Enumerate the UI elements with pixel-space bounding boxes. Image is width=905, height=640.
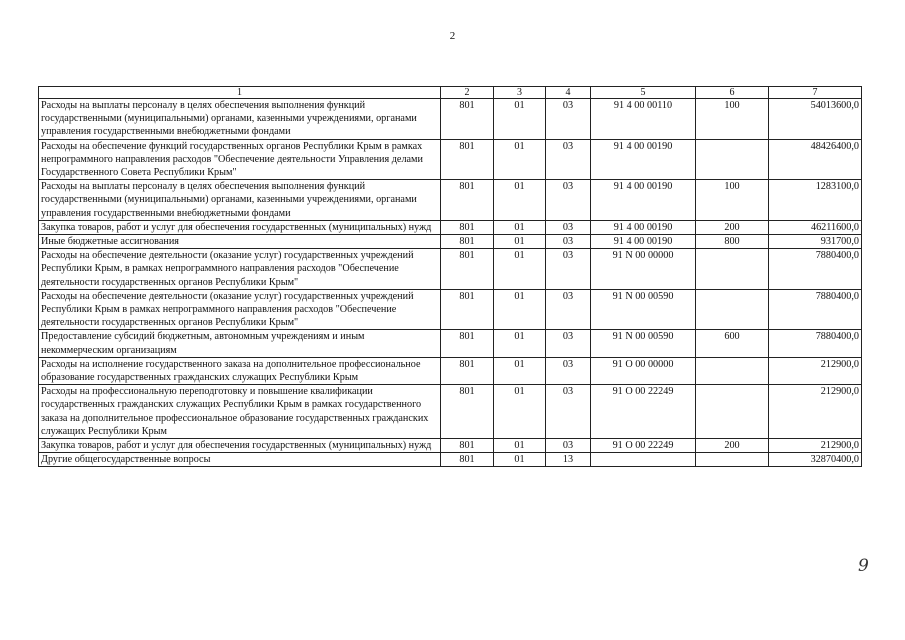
cell-ministry-code: 801	[441, 249, 494, 290]
table-row	[39, 439, 862, 453]
row-description: Закупка товаров, работ и услуг для обеспечения государственных (муниципальных) нужд	[39, 220, 441, 234]
column-header: 4	[546, 87, 591, 99]
cell-ministry-code: 801	[441, 180, 494, 221]
cell-expense-type	[696, 357, 769, 384]
row-description: Расходы на выплаты персоналу в целях обеспечения выполнения функций государственными (муниципальными) органами, казенными учреждениями, органами управления государственными внебюджетными фондами	[39, 99, 441, 140]
cell-target-article	[591, 453, 696, 467]
cell-target-article: 91 4 00 00190	[591, 220, 696, 234]
cell-subsection: 03	[546, 99, 591, 140]
column-header: 3	[494, 87, 546, 99]
row-description: Расходы на профессиональную переподготовку и повышение квалификации государственных гражданских служащих Республики Крым в рамках государственного заказа на дополнительное профессиональное образование государственных гражданских служащих Республики Крым	[39, 385, 441, 439]
cell-section: 01	[494, 139, 546, 180]
cell-subsection: 03	[546, 385, 591, 439]
cell-section: 01	[494, 289, 546, 330]
cell-section: 01	[494, 330, 546, 357]
cell-expense-type: 100	[696, 180, 769, 221]
row-description: Иные бюджетные ассигнования	[39, 235, 441, 249]
cell-section: 01	[494, 439, 546, 453]
cell-amount: 931700,0	[769, 235, 862, 249]
table-row	[39, 249, 862, 290]
cell-target-article: 91 N 00 00590	[591, 289, 696, 330]
row-description: Расходы на исполнение государственного заказа на дополнительное профессиональное образование государственных гражданских служащих Республики Крым	[39, 357, 441, 384]
table-row	[39, 385, 862, 439]
row-description: Закупка товаров, работ и услуг для обеспечения государственных (муниципальных) нужд	[39, 439, 441, 453]
row-description: Расходы на обеспечение деятельности (оказание услуг) государственных учреждений Республики Крым, в рамках непрограммного направления расходов "Обеспечение деятельности государственных органов Республики Крым"	[39, 249, 441, 290]
cell-target-article: 91 4 00 00190	[591, 180, 696, 221]
table-row	[39, 235, 862, 249]
cell-ministry-code: 801	[441, 235, 494, 249]
cell-amount: 212900,0	[769, 439, 862, 453]
cell-expense-type: 800	[696, 235, 769, 249]
cell-amount: 212900,0	[769, 357, 862, 384]
row-description: Расходы на обеспечение деятельности (оказание услуг) государственных учреждений Республики Крым в рамках непрограммного направления расходов "Обеспечение деятельности государственных органов Республики Крым"	[39, 289, 441, 330]
cell-expense-type: 600	[696, 330, 769, 357]
table-row	[39, 330, 862, 357]
column-header: 6	[696, 87, 769, 99]
table-row	[39, 357, 862, 384]
page-number: 2	[449, 30, 456, 42]
table-row	[39, 180, 862, 221]
table-row	[39, 289, 862, 330]
budget-table	[38, 86, 862, 467]
cell-target-article: 91 4 00 00190	[591, 139, 696, 180]
column-header: 2	[441, 87, 494, 99]
row-description: Расходы на выплаты персоналу в целях обеспечения выполнения функций государственными (муниципальными) органами, казенными учреждениями, органами управления государственными внебюджетными фондами	[39, 180, 441, 221]
cell-section: 01	[494, 357, 546, 384]
cell-subsection: 03	[546, 220, 591, 234]
cell-amount: 48426400,0	[769, 139, 862, 180]
cell-target-article: 91 O 00 22249	[591, 439, 696, 453]
cell-expense-type	[696, 249, 769, 290]
cell-target-article: 91 O 00 00000	[591, 357, 696, 384]
cell-amount: 1283100,0	[769, 180, 862, 221]
cell-ministry-code: 801	[441, 453, 494, 467]
cell-subsection: 03	[546, 357, 591, 384]
cell-section: 01	[494, 220, 546, 234]
cell-section: 01	[494, 180, 546, 221]
cell-ministry-code: 801	[441, 385, 494, 439]
cell-expense-type	[696, 139, 769, 180]
cell-expense-type	[696, 453, 769, 467]
cell-section: 01	[494, 385, 546, 439]
cell-subsection: 03	[546, 235, 591, 249]
handwritten-page-mark: 9	[858, 556, 869, 576]
cell-amount: 46211600,0	[769, 220, 862, 234]
column-header: 5	[591, 87, 696, 99]
cell-amount: 7880400,0	[769, 289, 862, 330]
header-row	[39, 87, 862, 99]
cell-section: 01	[494, 249, 546, 290]
row-description: Предоставление субсидий бюджетным, автономным учреждениям и иным некоммерческим организациям	[39, 330, 441, 357]
cell-ministry-code: 801	[441, 220, 494, 234]
cell-expense-type: 200	[696, 439, 769, 453]
cell-section: 01	[494, 453, 546, 467]
cell-expense-type	[696, 289, 769, 330]
cell-subsection: 03	[546, 139, 591, 180]
cell-section: 01	[494, 235, 546, 249]
cell-amount: 212900,0	[769, 385, 862, 439]
cell-expense-type: 100	[696, 99, 769, 140]
cell-ministry-code: 801	[441, 289, 494, 330]
table-row	[39, 139, 862, 180]
cell-target-article: 91 O 00 22249	[591, 385, 696, 439]
cell-ministry-code: 801	[441, 99, 494, 140]
row-description: Расходы на обеспечение функций государственных органов Республики Крым в рамках непрограммного направления расходов "Обеспечение деятельности Управления делами Государственного Совета Республики Крым"	[39, 139, 441, 180]
table-row	[39, 99, 862, 140]
cell-ministry-code: 801	[441, 439, 494, 453]
cell-target-article: 91 4 00 00110	[591, 99, 696, 140]
table-row	[39, 453, 862, 467]
column-header: 1	[39, 87, 441, 99]
cell-ministry-code: 801	[441, 139, 494, 180]
cell-target-article: 91 N 00 00590	[591, 330, 696, 357]
cell-ministry-code: 801	[441, 330, 494, 357]
cell-amount: 7880400,0	[769, 330, 862, 357]
cell-amount: 7880400,0	[769, 249, 862, 290]
cell-subsection: 03	[546, 439, 591, 453]
cell-subsection: 03	[546, 249, 591, 290]
cell-subsection: 03	[546, 180, 591, 221]
table-row	[39, 220, 862, 234]
cell-target-article: 91 4 00 00190	[591, 235, 696, 249]
cell-target-article: 91 N 00 00000	[591, 249, 696, 290]
cell-amount: 54013600,0	[769, 99, 862, 140]
cell-amount: 32870400,0	[769, 453, 862, 467]
column-header: 7	[769, 87, 862, 99]
cell-ministry-code: 801	[441, 357, 494, 384]
row-description: Другие общегосударственные вопросы	[39, 453, 441, 467]
cell-subsection: 03	[546, 289, 591, 330]
cell-subsection: 13	[546, 453, 591, 467]
cell-expense-type	[696, 385, 769, 439]
cell-expense-type: 200	[696, 220, 769, 234]
cell-section: 01	[494, 99, 546, 140]
cell-subsection: 03	[546, 330, 591, 357]
